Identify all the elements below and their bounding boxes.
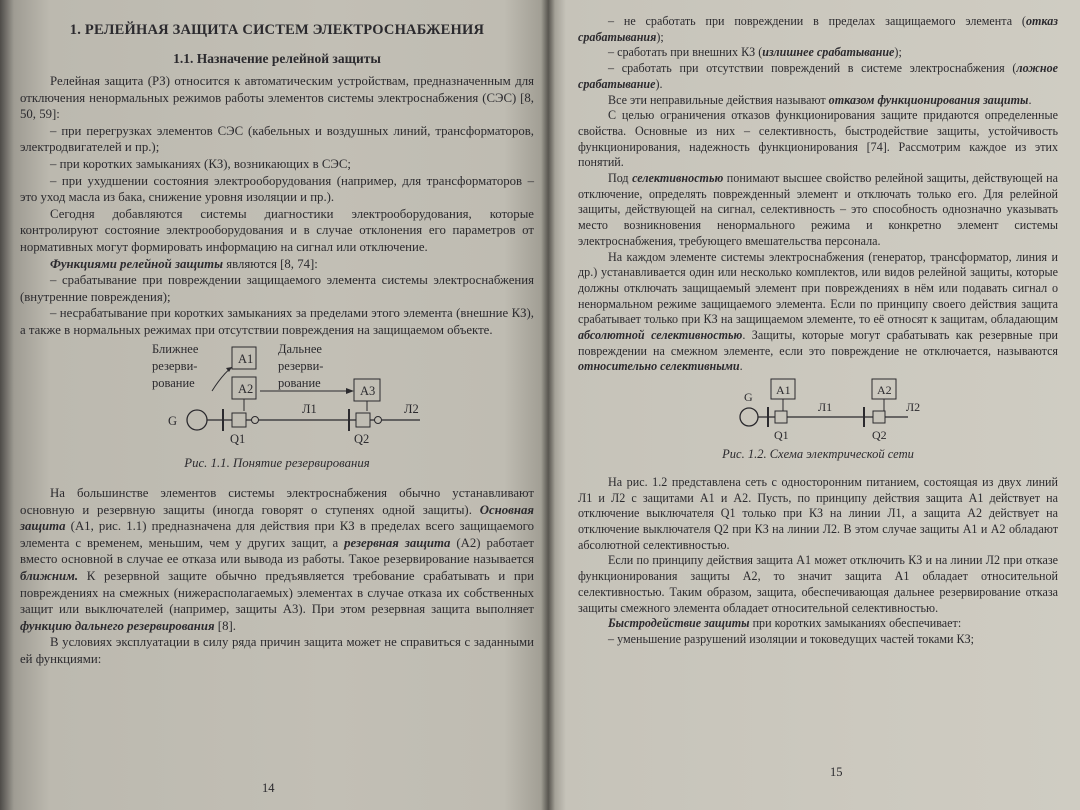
- q1-label: Q1: [230, 431, 246, 446]
- a2-label: А2: [238, 381, 254, 396]
- breaker-q1: [775, 411, 787, 423]
- far-label-2: резерви-: [278, 358, 324, 373]
- text: (А1, рис. 1.1) предназначена для действия при КЗ в пределах всего защищаемого элемента с временем, меньшим, чем у других защит, а: [20, 519, 534, 550]
- page-number: 14: [262, 781, 275, 795]
- breaker-q1: [232, 413, 246, 427]
- figure-caption: Рис. 1.2. Схема электрической сети: [722, 447, 914, 462]
- a3-label: А3: [360, 383, 376, 398]
- list-item: – при ухудшении состояния электрооборудования (например, для трансформаторов – это уход масла из бака, снижение уровня изоляции и пр.).: [20, 173, 534, 205]
- text: – сработать при внешних КЗ (: [608, 45, 763, 60]
- line2-label: Л2: [906, 400, 921, 415]
- text: – не сработать при повреждении в пределах защищаемого элемента (: [608, 14, 1026, 28]
- list-item: [578, 14, 1058, 45]
- paragraph: На рис. 1.2 представлена сеть с односторонним питанием, состоящая из двух линий Л1 и Л2 с защитами А1 и А2. Пусть, по принципу действия защита А1 действует на отключение выключателя Q1 только при КЗ на линии Л1, а защита А2 действует на отключение выключателя Q2 при КЗ на линии Л2. В этом случае защиты А1 и А2 обладают абсолютной селективностью.: [578, 474, 1058, 552]
- paragraph: [578, 93, 1058, 109]
- paragraph: С целью ограничения отказов функционирования защите придаются определенные свойства. Основные из них – селективность, быстродействие защиты, устойчивость функционирования, надежность функционирования [74]. Рассмотрим каждое из этих понятий.: [578, 108, 1058, 170]
- line2-label: Л2: [404, 401, 419, 416]
- generator-symbol: [187, 410, 207, 430]
- text: Под: [608, 171, 633, 186]
- list-item: [578, 45, 1058, 61]
- a1-label: А1: [238, 351, 254, 366]
- near-label-2: резерви-: [152, 358, 198, 373]
- text: . Защиты, которые могут срабатывать как резервные при повреждении на смежном элементе, если это повреждение не отключается, называются: [578, 328, 1058, 358]
- term: резервная защита: [344, 535, 451, 550]
- left-page-content: [20, 14, 534, 668]
- book-gutter: [541, 0, 555, 810]
- line1-label: Л1: [302, 401, 317, 416]
- generator-label: G: [168, 413, 178, 428]
- breaker-q2: [873, 411, 885, 423]
- term: селективностью: [632, 171, 724, 186]
- paragraph: Если по принципу действия защита А1 может отключить КЗ и на линии Л2 при отказе функционирования защиты А2, то значит защита А1 обладает относительной селективностью. Таким образом, защита, обеспечивающая дальнее резервирование отказа защиты смежного элемента обладает относительной селективностью.: [578, 553, 1058, 615]
- far-arrow-head: [346, 388, 354, 394]
- term: абсолютной селективностью: [578, 328, 743, 343]
- text: К резервной защите обычно предъявляется требование срабатывать и при повреждениях на смежных (нижерасполагаемых) элементах в случае отказа их собственных защит или выключателей (например, защиты А3). При этом резервная защита выполняет: [20, 569, 534, 617]
- far-label-3: рование: [278, 375, 321, 390]
- paragraph: [578, 171, 1058, 250]
- figure-reservation: [20, 339, 534, 455]
- q1-label: Q1: [774, 428, 789, 443]
- text: );: [656, 29, 664, 44]
- list-item: – при перегрузках элементов СЭС (кабельных и воздушных линий, трансформаторов, электродвигателей и пр.);: [20, 123, 534, 155]
- right-page-content: [578, 14, 1058, 648]
- term: ложное срабатывание: [578, 61, 1058, 91]
- a1-label: А1: [776, 383, 791, 398]
- line1-label: Л1: [818, 400, 833, 415]
- list-item: – при коротких замыканиях (КЗ), возникающих в СЭС;: [50, 156, 351, 171]
- paragraph: Сегодня добавляются системы диагностики электрооборудования, которые контролируют состояние электрооборудования и в случае отклонения его параметров от нормативных могут формировать информацию на сигнал или отключение.: [20, 206, 534, 254]
- text: – сработать при отсутствии повреждений в системе электроснабжения (: [608, 61, 1017, 76]
- text: .: [739, 359, 743, 374]
- list-item: – срабатывание при повреждении защищаемого элемента системы электроснабжения (внутренние повреждения);: [20, 273, 534, 304]
- term: Основная защита: [20, 502, 534, 534]
- paragraph: [578, 616, 1058, 632]
- q2-label: Q2: [872, 428, 887, 443]
- list-item: – несрабатывание при коротких замыканиях за пределами этого элемента (внешние КЗ), а также в нормальных режимах при отсутствии повреждения на защищаемом объекте.: [20, 306, 534, 337]
- far-label-1: Дальнее: [278, 341, 322, 356]
- generator-label: G: [744, 390, 753, 405]
- ct-2: [375, 416, 382, 423]
- paragraph: В условиях эксплуатации в силу ряда причин защита может не справиться с заданными ей функциями:: [20, 635, 534, 667]
- reservation-diagram: [20, 339, 534, 455]
- term: функцию дальнего резервирования: [20, 618, 215, 633]
- a2-label: А2: [877, 383, 892, 398]
- page-number: 15: [830, 765, 843, 779]
- term: отказ срабатывания: [578, 14, 1058, 44]
- section-title: 1.1. Назначение релейной защиты: [173, 51, 381, 66]
- text: .: [1028, 92, 1032, 107]
- text: На каждом элементе системы электроснабжения (генератор, трансформатор, линия и др.) устанавливается один или несколько комплектов, или видов релейной защиты, которые должны отключать защищаемый элемент при повреждениях в нём или подавать сигнал о ненормальном режиме защищаемого элемента. Если по принципу своего действия защита срабатывает только при КЗ на защищаемом элементе, то её относят к защитам, обладающим: [578, 249, 1058, 327]
- term: излишнее срабатывание: [762, 45, 895, 60]
- term: относительно селективными: [578, 359, 740, 374]
- text: являются [8, 74]:: [223, 256, 318, 271]
- generator-symbol: [740, 408, 758, 426]
- figure-caption: Рис. 1.1. Понятие резервирования: [184, 455, 370, 470]
- paragraph: [578, 250, 1058, 376]
- text: На большинстве элементов системы электроснабжения обычно устанавливают основную и резервную защиты (иногда говорят о ступенях одной защиты).: [20, 486, 534, 517]
- figure-network: [578, 375, 1058, 447]
- paragraph: Релейная защита (РЗ) относится к автоматическим устройствам, предназначенным для отключения ненормальных режимов работы элементов системы электроснабжения (СЭС) [8, 50, 59]:: [20, 74, 534, 122]
- near-label-1: Ближнее: [152, 341, 199, 356]
- near-label-3: рование: [152, 375, 195, 390]
- list-item: – уменьшение разрушений изоляции и токоведущих частей токами КЗ;: [608, 631, 975, 646]
- term: Быстродействие защиты: [608, 616, 750, 631]
- text: Все эти неправильные действия называют: [608, 92, 829, 107]
- paragraph: [20, 485, 534, 634]
- text: (А2) работает вместо основной в случае ее отказа или вывода из работы. Такое резервирование называется: [20, 535, 534, 567]
- text: );: [894, 45, 902, 60]
- ct-1: [252, 416, 259, 423]
- right-page: [548, 0, 1080, 810]
- paragraph: [20, 256, 534, 273]
- text: понимают высшее свойство релейной защиты, действующей на отключение, определять поврежденный элемент и отключать только его. Для релейной защиты, действующей на сигнал, селективность – это способность однозначно указывать место возникновения ненормального режима и конкретно элемент системы электроснабжения, требующего вмешательства персонала.: [578, 171, 1059, 248]
- text: при коротких замыканиях обеспечивает:: [749, 616, 962, 631]
- list-item: [578, 61, 1058, 92]
- text: ).: [655, 76, 663, 91]
- network-diagram: [578, 375, 1058, 447]
- term: Функциями релейной защиты: [50, 256, 224, 271]
- text: [8].: [214, 618, 236, 633]
- q2-label: Q2: [354, 431, 370, 446]
- breaker-q2: [356, 413, 370, 427]
- chapter-title: 1. РЕЛЕЙНАЯ ЗАЩИТА СИСТЕМ ЭЛЕКТРОСНАБЖЕНИЯ: [69, 22, 485, 38]
- term: отказом функционирования защиты: [828, 92, 1029, 107]
- term: ближним.: [20, 569, 79, 584]
